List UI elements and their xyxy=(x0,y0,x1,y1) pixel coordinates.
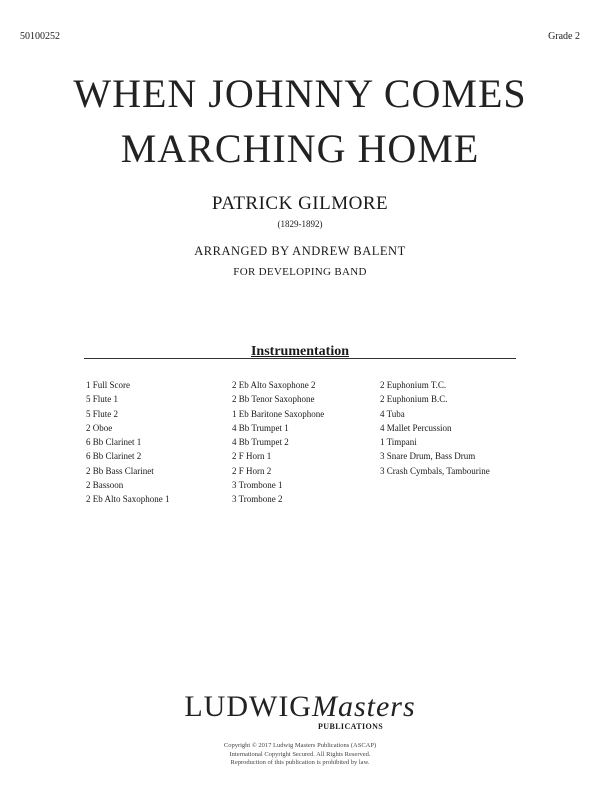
instrument-item: 2 F Horn 1 xyxy=(232,451,272,462)
instrument-item: 3 Trombone 2 xyxy=(232,494,283,505)
publisher-logo xyxy=(0,690,600,731)
copyright-notice xyxy=(0,742,600,768)
arranger-credit: ARRANGED BY ANDREW BALENT xyxy=(194,244,406,258)
instrument-item: 4 Mallet Percussion xyxy=(380,422,452,433)
instrument-item: 2 Oboe xyxy=(86,422,113,433)
logo-subtitle: PUBLICATIONS xyxy=(318,722,384,731)
composer-name: PATRICK GILMORE xyxy=(211,193,389,214)
instrumentation-column-2 xyxy=(232,378,324,507)
copyright-line: Copyright © 2017 Ludwig Masters Publications (ASCAP) xyxy=(223,742,377,749)
title-line-1: WHEN JOHNNY COMES xyxy=(73,71,527,116)
copyright-line: International Copyright Secured. All Rights Reserved. xyxy=(229,750,371,758)
instrument-item: 4 Bb Trumpet 2 xyxy=(232,437,289,448)
title-line-2: MARCHING HOME xyxy=(120,126,480,171)
instrument-item: 5 Flute 1 xyxy=(86,394,119,405)
instrument-item: 5 Flute 2 xyxy=(86,408,119,419)
instrument-item: 2 Bassoon xyxy=(86,480,124,491)
divider-rule xyxy=(84,358,516,359)
instrument-item: 2 Bb Bass Clarinet xyxy=(86,465,154,476)
instrument-item: 3 Snare Drum, Bass Drum xyxy=(380,451,476,462)
instrument-item: 1 Full Score xyxy=(86,380,130,390)
catalog-number: 50100252 xyxy=(20,31,60,42)
instrument-item: 3 Trombone 1 xyxy=(232,480,283,491)
instrument-item: 4 Bb Trumpet 1 xyxy=(232,422,289,433)
instrumentation-column-3 xyxy=(380,378,490,478)
instrument-item: 2 Eb Alto Saxophone 2 xyxy=(232,380,316,390)
instrument-item: 6 Bb Clarinet 1 xyxy=(86,437,142,448)
piece-title xyxy=(0,66,600,176)
instrument-item: 1 Eb Baritone Saxophone xyxy=(232,408,325,419)
instrument-item: 2 F Horn 2 xyxy=(232,465,272,476)
edition-label: FOR DEVELOPING BAND xyxy=(233,266,367,278)
composer-dates: (1829-1892) xyxy=(277,219,323,229)
copyright-line: Reproduction of this publication is prohibited by law. xyxy=(230,759,370,766)
instrumentation-column-1 xyxy=(86,378,170,507)
instrument-item: 2 Euphonium T.C. xyxy=(380,380,447,390)
instrument-item: 1 Timpani xyxy=(380,437,417,448)
instrument-item: 2 Bb Tenor Saxophone xyxy=(232,394,315,405)
instrumentation-heading: Instrumentation xyxy=(250,344,349,359)
instrument-item: 6 Bb Clarinet 2 xyxy=(86,451,142,462)
instrument-item: 2 Euphonium B.C. xyxy=(380,394,448,405)
instrument-item: 2 Eb Alto Saxophone 1 xyxy=(86,494,170,505)
logo-part-masters: Masters xyxy=(311,690,416,723)
grade-label: Grade 2 xyxy=(548,31,580,42)
logo-part-ludwig: LUDWIG xyxy=(184,690,312,723)
instrument-item: 3 Crash Cymbals, Tambourine xyxy=(380,465,490,476)
instrument-item: 4 Tuba xyxy=(380,408,405,419)
logo-wordmark xyxy=(184,690,415,723)
